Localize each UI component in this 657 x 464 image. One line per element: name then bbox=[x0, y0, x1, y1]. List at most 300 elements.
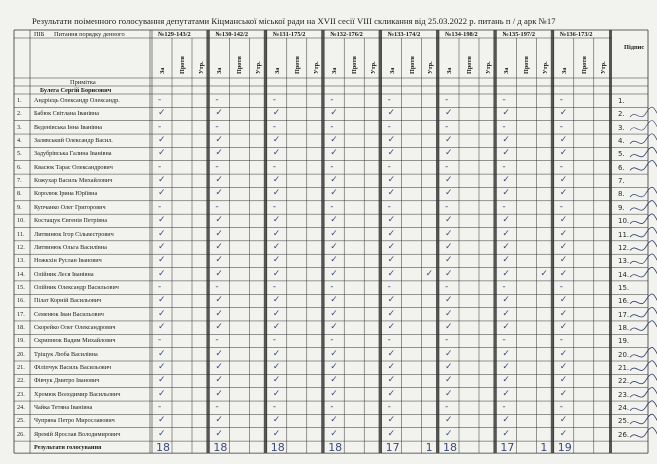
vote-mark: ✓ bbox=[559, 362, 568, 372]
vote-mark: ✓ bbox=[330, 415, 338, 426]
row-number: 9. bbox=[17, 203, 22, 211]
vote-mark: ✓ bbox=[330, 135, 338, 146]
vote-mark: ✓ bbox=[387, 241, 396, 252]
vote-mark: ✓ bbox=[158, 215, 166, 226]
vote-mark: ✓ bbox=[559, 148, 568, 159]
vote-mark: ✓ bbox=[330, 362, 338, 372]
vote-mark: ✓ bbox=[559, 215, 568, 226]
vote-mark: ✓ bbox=[559, 175, 568, 186]
row-number: 25. bbox=[17, 417, 25, 425]
vote-mark: ✓ bbox=[215, 108, 223, 119]
signature-row-number: 20. bbox=[618, 350, 630, 359]
vote-mark: ✓ bbox=[272, 148, 281, 159]
vote-mark: ✓ bbox=[272, 175, 281, 186]
vote-mark: ✓ bbox=[445, 308, 453, 319]
vote-mark: ✓ bbox=[158, 308, 166, 319]
signature-row-number: 24. bbox=[618, 404, 630, 413]
vote-mark: ✓ bbox=[158, 188, 166, 199]
vote-label-against: Проти bbox=[466, 56, 473, 74]
vote-mark: - bbox=[502, 121, 506, 132]
column-separator-band bbox=[379, 30, 382, 453]
row-number: 5. bbox=[17, 150, 22, 158]
vote-mark: - bbox=[559, 95, 564, 105]
row-number: 19. bbox=[17, 337, 25, 345]
vote-mark: ✓ bbox=[387, 388, 396, 399]
vote-mark: ✓ bbox=[559, 295, 568, 306]
vote-mark: - bbox=[445, 335, 449, 346]
row-number: 6. bbox=[17, 163, 22, 171]
vote-mark: ✓ bbox=[215, 295, 223, 306]
vote-mark: ✓ bbox=[445, 362, 453, 372]
vote-mark: - bbox=[330, 95, 334, 105]
column-separator-band bbox=[609, 30, 612, 453]
vote-mark: ✓ bbox=[445, 348, 453, 359]
signature-row-number: 14. bbox=[618, 270, 630, 279]
vote-label-for: За bbox=[503, 67, 511, 74]
row-number: 14. bbox=[17, 270, 25, 278]
vote-mark: - bbox=[502, 281, 506, 292]
vote-mark: - bbox=[272, 335, 277, 346]
vote-mark: ✓ bbox=[387, 375, 396, 386]
vote-mark: - bbox=[559, 161, 564, 172]
question-number-8: №136-173/2 bbox=[559, 31, 593, 38]
vote-mark: ✓ bbox=[502, 295, 510, 306]
vote-mark: ✓ bbox=[559, 321, 568, 332]
vote-label-for: За bbox=[446, 67, 453, 74]
member-name: Ножкхін Руслан Іванович bbox=[34, 257, 102, 265]
member-name: Бабюк Світлана Іванівна bbox=[34, 110, 100, 118]
signature-row-number: 26. bbox=[618, 430, 630, 439]
vote-mark: ✓ bbox=[158, 321, 166, 332]
vote-mark: - bbox=[272, 95, 277, 105]
vote-mark: ✓ bbox=[158, 415, 166, 426]
signature-scribble bbox=[630, 347, 657, 358]
row-number: 12. bbox=[17, 243, 25, 251]
row-number: 4. bbox=[17, 137, 22, 145]
vote-mark: ✓ bbox=[502, 135, 510, 146]
vote-label-abstain: Утр. bbox=[312, 61, 320, 74]
page-title: Результати поіменного голосування депутатами Кіцманської міської ради на XVII сесії VIII скликання від 25.03.2022 р. питань п / д арк №17 bbox=[32, 16, 556, 26]
question-header: Питання порядку денного bbox=[54, 31, 125, 38]
member-name: Тріщук Люба Василівна bbox=[34, 350, 98, 358]
vote-mark: ✓ bbox=[272, 268, 281, 279]
vote-mark: ✓ bbox=[559, 135, 568, 146]
vote-mark: ✓ bbox=[445, 388, 453, 399]
member-name: Хромюк Володимир Васильович bbox=[34, 390, 121, 398]
signature-row-number: 25. bbox=[618, 417, 630, 426]
vote-mark: ✓ bbox=[215, 375, 223, 386]
vote-mark: ✓ bbox=[215, 415, 223, 426]
vote-label-abstain: Утр. bbox=[427, 61, 435, 74]
row-number: 8. bbox=[17, 190, 22, 198]
vote-mark: ✓ bbox=[330, 428, 338, 439]
vote-mark: - bbox=[330, 161, 334, 172]
column-separator-band bbox=[436, 30, 439, 453]
vote-mark: ✓ bbox=[215, 388, 223, 399]
vote-mark: ✓ bbox=[445, 241, 453, 252]
row-number: 20. bbox=[17, 350, 25, 358]
member-name: Олійник Леся Іванівна bbox=[34, 270, 94, 278]
member-name: Скорейко Олег Олександрович bbox=[34, 323, 116, 331]
row-number: 7. bbox=[17, 177, 22, 185]
vote-mark: ✓ bbox=[559, 108, 568, 119]
member-name: Семенюк Іван Васильович bbox=[34, 310, 104, 318]
signature-scribble bbox=[630, 227, 657, 238]
vote-mark: ✓ bbox=[158, 348, 166, 359]
signature-row-number: 6. bbox=[618, 163, 625, 172]
member-name: Веденівська Інна Іванівна bbox=[34, 123, 103, 131]
vote-mark: - bbox=[559, 281, 564, 292]
vote-label-against: Проти bbox=[293, 56, 301, 74]
vote-mark: - bbox=[330, 281, 334, 292]
vote-mark: ✓ bbox=[272, 388, 281, 399]
vote-mark: ✓ bbox=[158, 241, 166, 252]
vote-mark: ✓ bbox=[215, 268, 223, 279]
member-name: Фівчук Дмитро Іванович bbox=[34, 377, 100, 385]
result-for: 18 bbox=[156, 441, 170, 455]
vote-mark: ✓ bbox=[272, 295, 281, 306]
signature-scribble bbox=[630, 387, 657, 398]
member-name: Королюк Ірина Юріївна bbox=[34, 190, 98, 198]
member-name: Яремій Ярослав Володимирович bbox=[34, 430, 121, 438]
question-number-4: №132-176/2 bbox=[330, 31, 363, 38]
signature-row-number: 10. bbox=[618, 217, 630, 226]
signature-row-number: 3. bbox=[618, 123, 625, 132]
vote-mark: ✓ bbox=[445, 428, 453, 439]
vote-mark: ✓ bbox=[445, 135, 453, 146]
signature-row-number: 22. bbox=[618, 377, 630, 386]
vote-mark: ✓ bbox=[445, 268, 453, 279]
vote-mark: ✓ bbox=[272, 362, 281, 372]
vote-mark: ✓ bbox=[502, 108, 510, 119]
vote-mark: ✓ bbox=[445, 375, 453, 386]
vote-mark: ✓ bbox=[215, 148, 223, 159]
member-name: Кожухар Василь Михайлович bbox=[34, 177, 113, 185]
vote-mark: - bbox=[158, 402, 162, 413]
signature-row-number: 15. bbox=[618, 283, 630, 292]
member-name: Скрипнюк Вадим Михайлович bbox=[34, 337, 116, 345]
signature-scribble bbox=[630, 361, 657, 372]
vote-label-for: За bbox=[216, 67, 224, 74]
vote-mark: ✓ bbox=[559, 308, 568, 319]
signature-scribble bbox=[630, 160, 657, 171]
note-header: Примітка bbox=[70, 79, 96, 86]
vote-label-for: За bbox=[159, 67, 166, 74]
row-number: 22. bbox=[17, 377, 25, 385]
signature-scribble bbox=[630, 254, 657, 265]
question-number-3: №131-175/2 bbox=[272, 31, 306, 38]
row-number: 11. bbox=[17, 230, 25, 238]
vote-mark: ✓ bbox=[215, 228, 223, 239]
row-number: 16. bbox=[17, 297, 25, 305]
question-number-1: №129-143/2 bbox=[158, 31, 191, 38]
question-number-7: №135-197/2 bbox=[502, 31, 536, 38]
vote-mark: ✓ bbox=[502, 375, 510, 386]
vote-mark: ✓ bbox=[387, 228, 396, 239]
vote-mark: ✓ bbox=[330, 188, 338, 199]
vote-mark: ✓ bbox=[215, 175, 223, 186]
vote-mark: - bbox=[559, 121, 564, 132]
vote-mark: ✓ bbox=[387, 348, 396, 359]
vote-mark: - bbox=[158, 95, 162, 105]
vote-mark: - bbox=[387, 121, 391, 132]
vote-mark: - bbox=[330, 201, 334, 212]
result-for: 18 bbox=[213, 441, 228, 455]
vote-mark: ✓ bbox=[559, 255, 568, 266]
vote-mark: ✓ bbox=[158, 255, 166, 266]
vote-mark: - bbox=[158, 161, 162, 172]
vote-mark: ✓ bbox=[272, 215, 281, 226]
abstain-mark: ✓ bbox=[540, 268, 548, 279]
signature-scribble bbox=[630, 107, 657, 118]
vote-mark: ✓ bbox=[330, 108, 338, 119]
signature-scribble bbox=[630, 307, 657, 318]
vote-mark: ✓ bbox=[387, 108, 396, 119]
vote-mark: ✓ bbox=[272, 321, 281, 332]
result-for: 18 bbox=[270, 441, 285, 455]
vote-mark: - bbox=[158, 121, 162, 132]
result-for: 18 bbox=[443, 441, 457, 455]
vote-mark: ✓ bbox=[387, 255, 396, 266]
vote-mark: ✓ bbox=[559, 375, 568, 386]
vote-mark: - bbox=[502, 201, 506, 212]
vote-mark: ✓ bbox=[502, 188, 510, 199]
result-for: 17 bbox=[500, 441, 515, 455]
vote-mark: ✓ bbox=[215, 321, 223, 332]
vote-mark: - bbox=[445, 201, 449, 212]
vote-mark: - bbox=[502, 402, 506, 413]
vote-mark: ✓ bbox=[158, 362, 166, 372]
vote-mark: ✓ bbox=[502, 268, 510, 279]
vote-label-against: Проти bbox=[523, 56, 531, 74]
vote-mark: ✓ bbox=[502, 255, 510, 266]
vote-mark: ✓ bbox=[502, 348, 510, 359]
vote-mark: ✓ bbox=[272, 188, 281, 199]
vote-mark: - bbox=[215, 281, 219, 292]
vote-mark: - bbox=[387, 281, 391, 292]
vote-mark: - bbox=[445, 95, 449, 105]
vote-mark: ✓ bbox=[445, 148, 453, 159]
vote-label-abstain: Утр. bbox=[369, 61, 377, 74]
vote-mark: ✓ bbox=[445, 255, 453, 266]
signature-scribble bbox=[630, 321, 657, 332]
vote-mark: ✓ bbox=[387, 175, 396, 186]
vote-mark: ✓ bbox=[387, 188, 396, 199]
signature-row-number: 2. bbox=[618, 110, 625, 119]
vote-mark: ✓ bbox=[445, 321, 453, 332]
row-number: 18. bbox=[17, 323, 25, 331]
signature-scribble bbox=[630, 214, 657, 225]
vote-mark: ✓ bbox=[445, 175, 453, 186]
vote-mark: ✓ bbox=[215, 135, 223, 146]
vote-mark: ✓ bbox=[158, 135, 166, 146]
pib-header: ПІБ bbox=[34, 31, 45, 38]
signature-row-number: 12. bbox=[618, 243, 630, 252]
vote-mark: ✓ bbox=[387, 135, 396, 146]
vote-label-against: Проти bbox=[580, 56, 588, 74]
vote-mark: ✓ bbox=[559, 415, 568, 426]
vote-mark: ✓ bbox=[215, 428, 223, 439]
vote-mark: ✓ bbox=[158, 268, 166, 279]
column-separator-band bbox=[493, 30, 496, 453]
sign-header: Підпис bbox=[624, 44, 645, 51]
member-name: Пілат Корній Васильович bbox=[34, 297, 102, 305]
signature-row-number: 17. bbox=[618, 310, 630, 319]
result-for: 18 bbox=[328, 441, 343, 455]
vote-mark: - bbox=[215, 95, 219, 105]
signature-scribble bbox=[630, 427, 657, 438]
vote-mark: ✓ bbox=[272, 135, 281, 146]
vote-label-abstain: Утр. bbox=[197, 61, 205, 74]
vote-mark: ✓ bbox=[502, 175, 510, 186]
vote-mark: ✓ bbox=[330, 175, 338, 186]
signature-scribble bbox=[630, 120, 657, 131]
signature-row-number: 9. bbox=[618, 203, 625, 212]
vote-mark: - bbox=[502, 95, 506, 105]
member-name: Олійник Олександр Васильович bbox=[34, 283, 119, 291]
vote-mark: ✓ bbox=[445, 415, 453, 426]
result-for: 17 bbox=[385, 441, 400, 455]
member-name: Задубрівська Галина Іванівна bbox=[34, 150, 112, 158]
signature-row-number: 8. bbox=[618, 190, 625, 199]
vote-mark: ✓ bbox=[559, 188, 568, 199]
chairman-name: Булега Сергій Борисович bbox=[40, 87, 112, 94]
vote-mark: ✓ bbox=[158, 428, 166, 439]
vote-mark: ✓ bbox=[559, 268, 568, 279]
signature-scribble bbox=[630, 187, 657, 198]
vote-mark: - bbox=[387, 335, 391, 346]
signature-row-number: 21. bbox=[618, 364, 630, 372]
vote-mark: ✓ bbox=[330, 241, 338, 252]
member-name: Залявський Олександр Васил. bbox=[34, 137, 113, 145]
signature-scribble bbox=[630, 414, 657, 425]
column-separator-band bbox=[264, 30, 267, 453]
vote-mark: - bbox=[559, 201, 564, 212]
vote-mark: ✓ bbox=[215, 255, 223, 266]
vote-mark: ✓ bbox=[502, 308, 510, 319]
row-number: 2. bbox=[17, 110, 22, 118]
vote-mark: ✓ bbox=[272, 241, 281, 252]
vote-mark: ✓ bbox=[387, 415, 396, 426]
row-number: 1. bbox=[17, 97, 22, 104]
vote-mark: - bbox=[272, 201, 277, 212]
vote-mark: ✓ bbox=[559, 228, 568, 239]
signature-row-number: 1. bbox=[618, 97, 625, 105]
vote-mark: - bbox=[272, 402, 277, 413]
vote-mark: ✓ bbox=[445, 228, 453, 239]
vote-mark: ✓ bbox=[158, 375, 166, 386]
vote-mark: - bbox=[272, 161, 277, 172]
vote-mark: ✓ bbox=[215, 188, 223, 199]
vote-mark: ✓ bbox=[387, 362, 396, 372]
row-number: 17. bbox=[17, 310, 25, 318]
vote-mark: - bbox=[502, 335, 506, 346]
vote-mark: - bbox=[330, 335, 334, 346]
vote-mark: ✓ bbox=[158, 388, 166, 399]
member-name: Квасюк Тарас Олександрович bbox=[34, 163, 113, 171]
vote-mark: ✓ bbox=[502, 321, 510, 332]
results-label: Результати голосування bbox=[34, 444, 102, 452]
vote-mark: ✓ bbox=[330, 295, 338, 306]
vote-label-against: Проти bbox=[236, 56, 244, 74]
column-separator-band bbox=[551, 30, 554, 453]
vote-mark: - bbox=[445, 402, 449, 413]
vote-mark: ✓ bbox=[215, 308, 223, 319]
result-for: 19 bbox=[557, 441, 572, 455]
vote-mark: ✓ bbox=[387, 215, 396, 226]
vote-mark: ✓ bbox=[158, 228, 166, 239]
vote-mark: - bbox=[215, 201, 219, 212]
signature-scribble bbox=[630, 201, 657, 212]
signature-row-number: 23. bbox=[618, 390, 630, 399]
vote-mark: - bbox=[215, 402, 219, 413]
vote-mark: ✓ bbox=[502, 228, 510, 239]
vote-mark: ✓ bbox=[387, 295, 396, 306]
signature-scribble bbox=[630, 401, 657, 412]
row-number: 3. bbox=[17, 123, 22, 131]
vote-mark: ✓ bbox=[330, 388, 338, 399]
vote-mark: ✓ bbox=[215, 348, 223, 359]
member-name: Філіпчук Василь Васильович bbox=[34, 364, 112, 371]
result-abstain: 1 bbox=[425, 441, 433, 455]
signature-row-number: 11. bbox=[618, 230, 630, 239]
vote-mark: ✓ bbox=[272, 375, 281, 386]
vote-mark: ✓ bbox=[502, 148, 510, 159]
vote-label-for: За bbox=[273, 67, 281, 74]
vote-mark: ✓ bbox=[502, 388, 510, 399]
vote-mark: ✓ bbox=[330, 255, 338, 266]
vote-mark: - bbox=[158, 201, 162, 212]
vote-mark: ✓ bbox=[387, 428, 396, 439]
member-name: Литвинюк Ольга Василівна bbox=[34, 243, 107, 251]
vote-mark: - bbox=[215, 161, 219, 172]
vote-mark: ✓ bbox=[330, 228, 338, 239]
signature-scribble bbox=[630, 374, 657, 385]
signature-row-number: 19. bbox=[618, 337, 630, 346]
vote-label-abstain: Утр. bbox=[255, 61, 263, 74]
vote-label-against: Проти bbox=[351, 56, 359, 74]
vote-mark: ✓ bbox=[445, 188, 453, 199]
vote-mark: ✓ bbox=[272, 308, 281, 319]
vote-mark: ✓ bbox=[330, 215, 338, 226]
vote-mark: ✓ bbox=[502, 428, 510, 439]
vote-mark: ✓ bbox=[330, 148, 338, 159]
member-name: Андрієць Олександр Олександр. bbox=[34, 97, 120, 104]
row-number: 26. bbox=[17, 430, 25, 438]
vote-mark: - bbox=[559, 402, 564, 413]
vote-mark: - bbox=[445, 121, 449, 132]
vote-mark: ✓ bbox=[158, 175, 166, 186]
signature-row-number: 13. bbox=[618, 257, 630, 266]
member-name: Купчанко Олег Григорович bbox=[34, 203, 106, 211]
row-number: 23. bbox=[17, 390, 25, 398]
vote-label-against: Проти bbox=[408, 56, 416, 74]
question-number-6: №134-198/2 bbox=[445, 31, 478, 38]
signature-row-number: 18. bbox=[618, 323, 630, 332]
vote-mark: ✓ bbox=[559, 428, 568, 439]
question-number-5: №133-174/2 bbox=[387, 31, 421, 38]
vote-mark: ✓ bbox=[559, 388, 568, 399]
vote-label-for: За bbox=[388, 67, 396, 74]
vote-mark: - bbox=[387, 402, 391, 413]
question-number-2: №130-142/2 bbox=[215, 31, 249, 38]
vote-mark: ✓ bbox=[330, 321, 338, 332]
vote-mark: - bbox=[330, 402, 334, 413]
vote-mark: - bbox=[158, 335, 162, 346]
vote-mark: ✓ bbox=[330, 308, 338, 319]
vote-label-for: За bbox=[331, 67, 339, 74]
vote-mark: ✓ bbox=[215, 362, 223, 372]
